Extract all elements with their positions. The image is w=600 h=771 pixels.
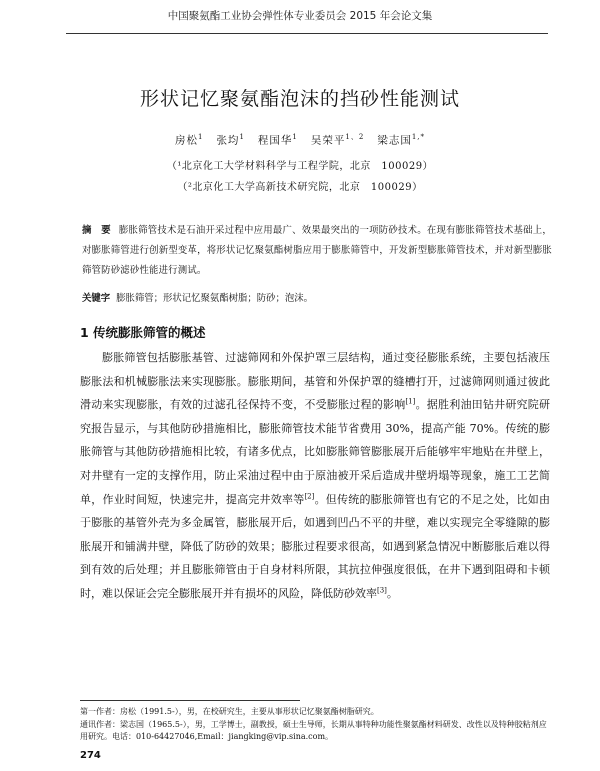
section-heading: 1 传统膨胀筛管的概述 [80,325,206,340]
citation-ref[interactable]: [1] [405,397,416,406]
footnote-corresponding-author: 通讯作者：梁志国（1965.5-），男，工学博士，副教授，硕士生导师，长期从事特种功能性聚氨酯材料研发、改性以及特种胶粘剂应用研究。电话：010-64427046,Email：jiangking@vip.sina.com。 [80,719,547,741]
citation-ref[interactable]: [3] [377,586,387,595]
author-affiliation-mark: 1 [292,133,298,141]
author-affiliation-mark: 1、2 [345,133,365,141]
footnote-rule [80,700,300,701]
running-header: 中国聚氨酯工业协会弹性体专业委员会 2015 年会论文集 [167,10,433,22]
body-text-part: 。 [386,586,398,600]
author-affiliation-mark: 1 [239,133,245,141]
paper-title: 形状记忆聚氨酯泡沫的挡砂性能测试 [139,88,460,110]
keywords-label: 关键字 [82,293,111,304]
footnote-first-author: 第一作者：房松（1991.5-），男，在校研究生，主要从事形状记忆聚氨酯树脂研究。 [80,707,379,716]
abstract-label: 摘 要 [82,225,111,236]
author-name: 吴荣平 [310,134,346,147]
footnotes [80,706,550,744]
body-text-part: 。但传统的膨胀筛管也有它的不足之处，比如由于膨胀的基管外壳为多金属管，膨胀展开后，如遇到凹凸不平的井壁，难以实现完全零缝隙的膨胀展开和铺满井壁，降低了防砂的效果；膨胀过程要求很高，如遇到紧急情况中断膨胀后难以得到有效的后处理；并且膨胀筛管由于自身材料所限，其抗拉伸强度很低，在井下遇到阻碍和卡顿时，难以保证会完全膨胀展开并有损坏的风险，降低防砂效率 [80,492,551,600]
author-name: 张均 [216,134,240,147]
author-affiliation-mark: 1,* [411,133,426,141]
page-number: 274 [80,750,101,761]
author-affiliation-mark: 1 [197,133,204,141]
keywords [82,291,552,307]
body-paragraph [80,346,550,606]
author-list [0,132,600,148]
abstract [82,221,552,281]
affiliation-2: （²北京化工大学高新技术研究院，北京 100029） [177,182,423,193]
header-rule [66,33,548,34]
abstract-text: 膨胀筛管技术是石油开采过程中应用最广、效果最突出的一项防砂技术。在现有膨胀筛管技术基础上，对膨胀筛管进行创新型变革，将形状记忆聚氨酯树脂应用于膨胀筛管中，开发新型膨胀筛管技术，并对新型膨胀筛管防砂滤砂性能进行测试。 [82,225,552,276]
keywords-text: 膨胀筛管；形状记忆聚氨酯树脂；防砂；泡沫。 [116,293,314,304]
author-name: 程国华 [257,134,293,147]
citation-ref[interactable]: [2] [304,491,315,500]
author-name: 梁志国 [377,134,412,147]
body-text-part: 膨胀筛管包括膨胀基管、过滤筛网和外保护罩三层结构，通过变径膨胀系统，主要包括液压膨胀法和机械膨胀法来实现膨胀。膨胀期间，基管和外保护罩的缝槽打开，过滤筛网则通过彼此滑动来实现膨胀，有效的过滤孔径保持不变，不受膨胀过程的影响 [80,351,550,412]
author-name: 房松 [174,134,198,147]
body-text-part: 。据胜利油田钻井研究院研究报告显示，与其他防砂措施相比，膨胀筛管技术能节省费用 30%，提高产能 70%。传统的膨胀筛管与其他防砂措施相比较，有诸多优点，比如膨胀筛管膨胀展开后能够牢牢地贴在井壁上，对井壁有一定的支撑作用，防止采油过程中由于原油被开采后造成井壁坍塌等现象，施工工艺简单，作业时间短，快速完井，提高完井效率等 [80,398,551,506]
affiliation-1: （¹北京化工大学材料科学与工程学院，北京 100029） [166,161,434,172]
